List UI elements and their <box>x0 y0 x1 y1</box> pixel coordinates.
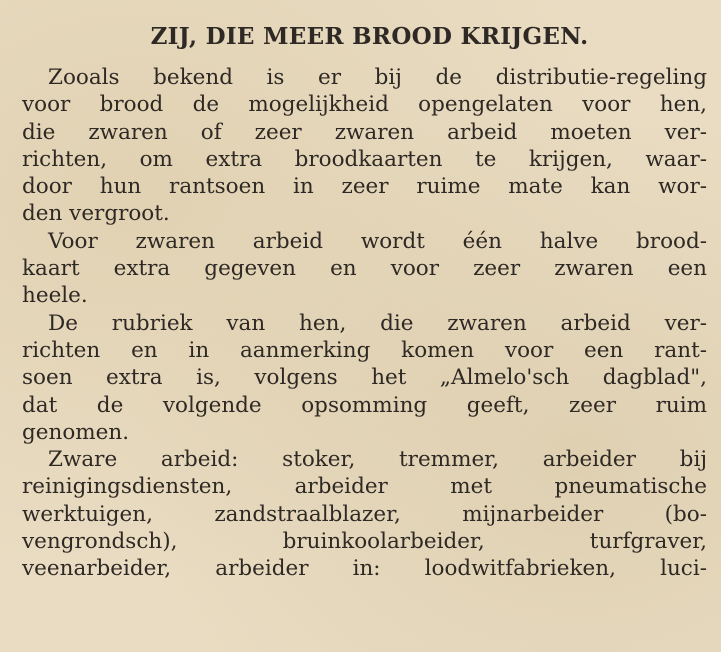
text-line: richten, om extra broodkaarten te krijgen, waar- <box>22 146 707 172</box>
text-line: dat de volgende opsomming geeft, zeer ruim <box>22 392 707 418</box>
text-line: vengrondsch), bruinkoolarbeider, turfgraver, <box>22 529 707 555</box>
text-line: heele. <box>22 283 88 309</box>
text-line: den vergroot. <box>22 201 170 227</box>
text-line: Voor zwaren arbeid wordt één halve brood- <box>48 228 707 254</box>
text-line: soen extra is, volgens het „Almelo'sch dagblad", <box>22 365 707 391</box>
text-line: genomen. <box>22 419 130 445</box>
text-line: veenarbeider, arbeider in: loodwitfabrieken, luci- <box>22 556 707 582</box>
text-line: reinigingsdiensten, arbeider met pneumatische <box>22 474 707 500</box>
article-paragraph-1 <box>22 64 707 228</box>
article-paragraph-3 <box>22 310 707 446</box>
article-paragraph-2 <box>22 228 707 310</box>
text-line: voor brood de mogelijkheid opengelaten voor hen, <box>22 92 707 118</box>
text-line: werktuigen, zandstraalblazer, mijnarbeider (bo- <box>22 501 707 527</box>
article-paragraph-4 <box>22 446 707 582</box>
text-line: Zware arbeid: stoker, tremmer, arbeider bij <box>48 447 707 473</box>
article-headline: ZIJ, DIE MEER BROOD KRIJGEN. <box>150 23 589 50</box>
text-line: door hun rantsoen in zeer ruime mate kan wor- <box>22 174 707 200</box>
text-line: kaart extra gegeven en voor zeer zwaren een <box>22 256 707 282</box>
text-line: die zwaren of zeer zwaren arbeid moeten ver- <box>22 119 707 145</box>
text-line: De rubriek van hen, die zwaren arbeid ver- <box>48 310 707 336</box>
text-line: richten en in aanmerking komen voor een rant- <box>22 337 707 363</box>
text-line: Zooals bekend is er bij de distributie-regeling <box>48 65 707 90</box>
